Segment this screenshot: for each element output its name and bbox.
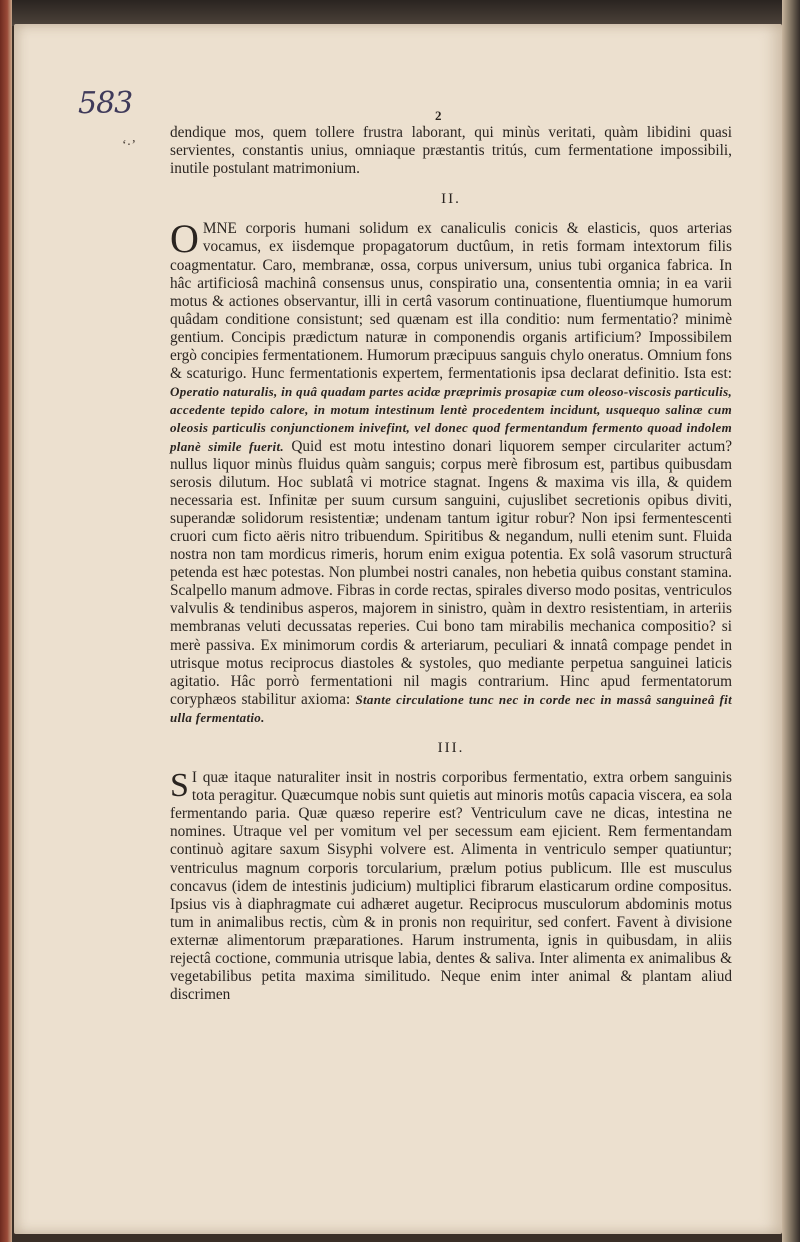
margin-mark: ‘·’ [122,138,136,153]
axiom-text: Stante circulatione tunc nec in corde nec in massâ sanguineâ fit ulla fermentatio. [170,691,733,725]
section-2-paragraph [170,216,733,727]
drop-cap-o: O [170,216,199,262]
intro-paragraph: dendique mos, quem tollere frustra laborant, qui minùs veritati, quàm libidini quasi servientes, constantis unius, omniaque præstantis tritús, cum fermentatione impossibili, inutile postulant matrimonium. [170,124,732,178]
drop-cap-s: S [170,767,189,805]
book-top-edge [0,0,800,26]
section-3-body: I quæ itaque naturaliter insit in nostris corporibus fermentatio, extra orbem sanguinis tota peragitur. Quæcumque nobis sunt quietis aut minoris motûs capacia viscera, ea sola fermentando paria. Quæ quæso reperire est? Ventriculum cave ne dicas, intestina ne nomines. Utraque vel per vomitum vel per secessum eam ejicient. Rem fermentandam continuò agitare saxum Sisyphi volvere est. Alimenta in ventriculo semper quatiuntur; ventriculus magnum corporis torcularium, prælum potius publicum. Ille est musculus concavus (idem de intestinis judicium) multiplici fibrarum elasticarum ordine compositus. Ipsius vis à diaphragmate cui adhæret augetur. Reciprocus musculorum abdominis motus tum in animalibus rectis, cùm & in pronis non requiritur, sed confert. Favent à divisione externæ alimentorum præparationes. Harum instrumenta, ignis in quibusdam, in aliis rejectâ coctione, communia utrisque labia, dentes & saliva. Inter alimenta ex animalibus & vegetabilibus petita maxima similitudo. Neque enim inter animal & plantam aliud discrimen [170,769,732,1004]
page-text [170,124,732,1004]
section-3-paragraph [170,769,732,1004]
section-heading-2: II. [441,191,461,208]
fermentation-definition: Operatio naturalis, in quâ quadam partes acidæ præprimis prosapiæ cum oleoso-viscosis particulis, accedente tepido calore, in motum intestinum lentè procedentem incidunt, usquequo salinæ cum oleosis particulis conjunctionem inivefint, vel donec quod fermentandum fermento quoad indolem planè simile fuerit. [170,384,732,454]
section-2-body-2: Quid est motu intestino donari liquorem semper circulariter actum? nullus liquor minùs fluidus quàm sanguis; corpus merè fibrosum est, partibus quibusdam serosis dilutum. Hoc sublatâ vi motrice stagnat. Ingens & maxima vis illa, & quidem necessaria est. Infinitæ per suum cursum sanguini, cujuslibet secretionis opibus diviti, superandæ solidorum resistentiæ; undenam tantum igitur robur? Non ipsi fermentescenti cruori cum ficto aëris nitro tribuendum. Spiritibus & negandum, nulli etenim sunt. Fluida nostra non tam mordicus rimeris, horum enim exigua potentia. Ex solâ vasorum structurâ petenda est hæc potestas. Non plumbei nostri canales, non hebetia quibus constant stamina. Scalpello manum admove. Fibras in corde rectas, spirales diverso modo positas, ventriculos valvulis & tendinibus asperos, majorem in sinistro, quàm in dextro resistentiam, in arteriis membranas veluti decussatas reperies. Cui bono tam mirabilis mechanica compositio? si merè passiva. Ex minimorum cordis & arteriarum, peculiari & innatâ compage pendet in utrisque motus reciprocus diastoles & systoles, quo mediante perpetua sanguinei laticis agitatio. Hâc porrò fermentationi nil magis contrarium. Hinc apud fermentatorum coryphæos stabilitur axioma: [170,437,733,708]
section-heading-3: III. [437,740,465,756]
section-2-body-1: MNE corporis humani solidum ex canaliculis conicis & elasticis, quos arterias vocamus, ex iisdemque propagatorum ductûum, in retis formam intextorum filis coagmentatur. Caro, membranæ, ossa, corpus universum, unius tubi organica fabrica. In hâc artificiosâ machinâ consensus unus, conspiratio una, consententia omnia; in ea varii motus & actiones observantur, illi in certâ vasorum continuatione, fluentiumque humorum quâdam conditione consistunt; sed quænam est illa conditio: num fermentatio? minimè gentium. Concipis prædictum naturæ in componendis organis artificium? Impossibilem ergò concipies fermentationem. Humorum præcipuus sanguis chylo oneratus. Omnium fons & scaturigo. Hunc fermentationis expertem, fermentationis ipsa declarat definitio. Ista est: [170,220,732,383]
signature-mark: 2 [435,108,442,123]
page-number: 583 [78,86,133,121]
book-right-edge [782,0,800,1242]
book-binding-edge [0,0,12,1242]
